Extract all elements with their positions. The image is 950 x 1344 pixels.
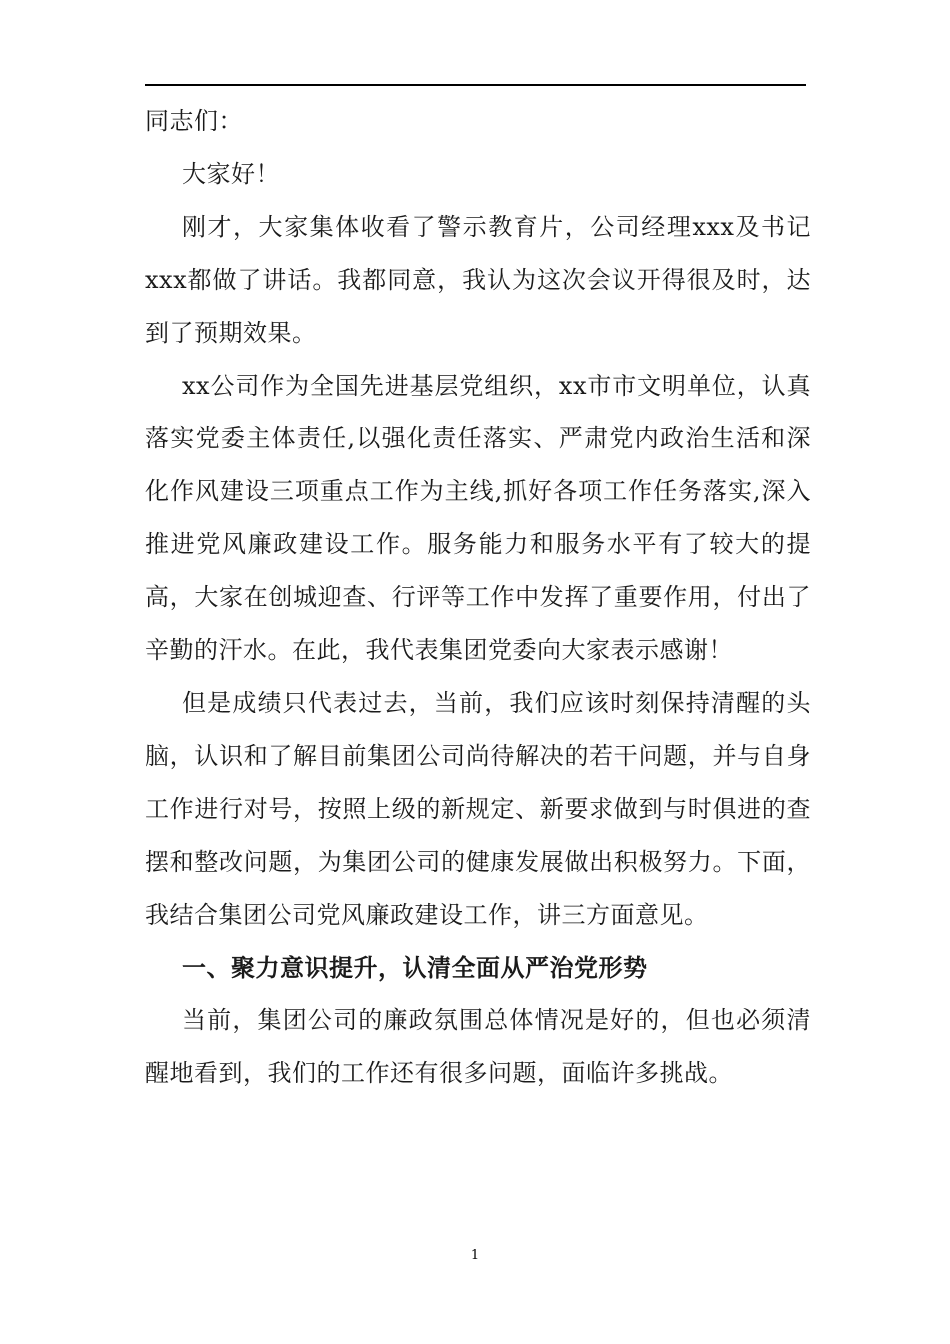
body-paragraph: xx公司作为全国先进基层党组织，xx市市文明单位，认真落实党委主体责任,以强化责任落实、严肃党内政治生活和深化作风建设三项重点工作为主线,抓好各项工作任务落实,深入推进党风廉政建设工作。服务能力和服务水平有了较大的提高，大家在创城迎查、行评等工作中发挥了重要作用，付出了辛勤的汗水。在此，我代表集团党委向大家表示感谢！ [145, 371, 811, 665]
body-paragraph: 刚才，大家集体收看了警示教育片，公司经理xxx及书记xxx都做了讲话。我都同意，我认为这次会议开得很及时，达到了预期效果。 [145, 212, 811, 347]
greeting: 大家好！ [182, 159, 280, 188]
header-rule [145, 84, 806, 86]
document-body [145, 95, 811, 1100]
section-heading: 一、聚力意识提升，认清全面从严治党形势 [182, 953, 648, 982]
body-paragraph: 当前，集团公司的廉政氛围总体情况是好的，但也必须清醒地看到，我们的工作还有很多问题，面临许多挑战。 [145, 1006, 811, 1088]
body-paragraph: 但是成绩只代表过去，当前，我们应该时刻保持清醒的头脑，认识和了解目前集团公司尚待解决的若干问题，并与自身工作进行对号，按照上级的新规定、新要求做到与时俱进的查摆和整改问题，为集团公司的健康发展做出积极努力。下面，我结合集团公司党风廉政建设工作，讲三方面意见。 [145, 688, 811, 929]
salutation: 同志们： [145, 107, 243, 135]
page-number: 1 [470, 1248, 480, 1263]
